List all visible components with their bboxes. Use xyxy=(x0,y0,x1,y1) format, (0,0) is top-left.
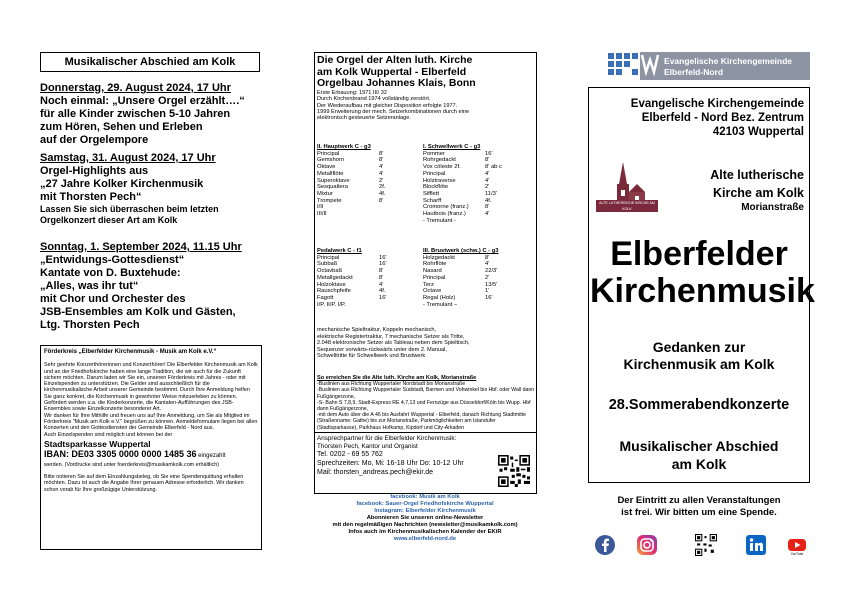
newsletter-line: Abonnieren Sie unseren online-Newsletter xyxy=(366,515,484,521)
register-row xyxy=(317,151,385,158)
event-1-line: auf der Orgelempore xyxy=(40,134,149,146)
register-row xyxy=(317,164,385,171)
register-row xyxy=(423,261,497,268)
stop-pitch: 2' xyxy=(485,184,490,191)
register-table xyxy=(317,151,385,218)
svg-text:YouTube: YouTube xyxy=(790,552,804,556)
organ-title-line: Die Orgel der Alten luth. Kirche xyxy=(317,54,473,66)
register-row xyxy=(317,295,387,302)
stop-pitch: 4f. xyxy=(379,288,386,295)
farewell-title xyxy=(590,437,808,473)
stop-name: Sesqualtera xyxy=(317,184,348,191)
event-2-line: mit Thorsten Pech“ xyxy=(40,191,142,203)
event-3-line: „Entwidungs-Gottesdienst“ xyxy=(40,254,185,266)
event-3-line: JSB-Ensembles am Kolk und Gästen, xyxy=(40,306,236,318)
contact-line: Ansprechpartner für die Elberfelder Kirchenmusik: xyxy=(317,435,457,442)
register-title: Pedalwerk C - f1 xyxy=(317,248,362,254)
foerderkreis-paragraph: Gefördert werden u.a. die Kinderkonzerte, die Kantaten-Aufführungen des JSB-Ensembles sowie Einzelkonzerte besonderer Art. xyxy=(44,400,234,413)
stop-pitch: 13/5' xyxy=(485,281,498,288)
register-row xyxy=(423,184,502,191)
event-1 xyxy=(40,82,265,147)
stop-name: Scharff xyxy=(423,197,442,204)
church-caption: ALTE LUTHERISCHE KIRCHE AM KOLK xyxy=(599,201,655,211)
stop-pitch: 8' xyxy=(379,150,384,157)
stop-name: Principal xyxy=(317,254,340,261)
intro-line: elektronisch gesteuerte Setzeranlage. xyxy=(317,115,411,122)
register-row xyxy=(423,151,502,158)
stop-pitch: 4f. xyxy=(379,190,386,197)
stop-pitch xyxy=(485,218,502,225)
subtitle-gedanken xyxy=(590,339,808,373)
directions-line: -mit dem Auto über die A 46 bis Ausfahrt Wuppertal - Elberfeld, danach Richtung Stadtmitte (Straßenname: Gathe) bis zur Morianstraße, Parkmöglichkeiten am Islandufer (Stadtsparkasse), Parkhaus Hofkamp, Kipdorf und City-Arkaden xyxy=(317,412,526,431)
spieltraktur-line: elektrische Registertraktur, 7 mechanische Setzer als Tritte, xyxy=(317,333,465,340)
stop-name: Mixtur xyxy=(317,190,333,197)
left-title: Musikalischer Abschied am Kolk xyxy=(40,52,260,72)
register-brustwerk xyxy=(423,248,498,308)
event-2-line: Orgel-Highlights aus xyxy=(40,165,149,177)
register-row xyxy=(423,211,502,218)
stop-name: Trompete xyxy=(317,197,342,204)
register-row xyxy=(317,211,385,218)
register-row xyxy=(423,191,502,198)
stop-pitch: 16' xyxy=(379,254,387,261)
event-2-line: „27 Jahre Kolker Kirchenmusik xyxy=(40,178,204,190)
entry-line: ist frei. Wir bitten um eine Spende. xyxy=(621,507,777,518)
register-title: I. Schwellwerk C - g3 xyxy=(423,144,481,150)
stop-pitch: 4' xyxy=(379,281,384,288)
register-row xyxy=(317,255,387,262)
contact-hours: Sprechzeiten: Mo, Mi: 16-18 Uhr Do: 10-12 Uhr xyxy=(317,460,464,468)
register-row xyxy=(317,171,385,178)
concert-series: 28.Sommerabendkonzerte xyxy=(608,397,790,413)
stop-pitch: 8' xyxy=(379,197,384,204)
stop-name: - Tremulant - xyxy=(423,217,456,224)
stop-name: I/P. II/P. I/P. xyxy=(317,301,346,308)
contact-line: Thorsten Pech, Kantor und Organist xyxy=(317,442,418,450)
iban-suffix: eingezahlt xyxy=(196,452,226,459)
instagram-link[interactable]: Instagram: Elberfelder Kirchenmusik xyxy=(374,508,476,514)
stop-pitch xyxy=(379,302,387,309)
organ-title xyxy=(317,55,537,90)
register-row xyxy=(423,275,497,282)
register-row xyxy=(423,157,502,164)
iban-number: DE03 3305 0000 0000 1485 36 xyxy=(71,448,197,459)
stop-name: Rohrflöte xyxy=(423,261,447,268)
stop-name: Principal xyxy=(423,170,446,177)
qr-code-icon xyxy=(695,534,717,556)
stop-name: Sifflett xyxy=(423,190,440,197)
event-1-line: Noch einmal: „Unsere Orgel erzählt….“ xyxy=(40,95,245,107)
farewell-line: am Kolk xyxy=(671,456,727,472)
register-row xyxy=(423,171,502,178)
register-title: III. Brustwerk (schw.) C - g3 xyxy=(423,248,499,254)
social-info xyxy=(300,494,550,543)
event-3-line: „Alles, was ihr tut“ xyxy=(40,280,139,292)
stop-name: Subbaß xyxy=(317,261,338,268)
directions-line: -S- Bahn S 7,8,9, Stadt-Express RE 4,7,13 und Fernzüge aus Düsseldorf/Köln bis Wupp. Hbf dann Fußgängerzone, xyxy=(317,399,531,413)
stop-name: Holzgedackt xyxy=(423,254,455,261)
iban-label: IBAN: xyxy=(44,448,69,459)
stop-name: Principal xyxy=(423,274,446,281)
instagram-icon[interactable] xyxy=(636,534,658,556)
register-row xyxy=(317,191,385,198)
register-row xyxy=(423,218,502,225)
stop-name: Rauschpfeife xyxy=(317,288,351,295)
stop-pitch: 16' xyxy=(379,261,387,268)
stop-name: Terz xyxy=(423,281,434,288)
website-link[interactable]: www.elberfeld-nord.de xyxy=(393,536,457,542)
event-2-note: Lassen Sie sich überraschen beim letzten xyxy=(40,204,219,214)
entry-line: Der Eintritt zu allen Veranstaltungen xyxy=(617,495,781,506)
register-row xyxy=(317,157,385,164)
stop-pitch: 22/3' xyxy=(485,268,498,275)
stop-name: Oktave xyxy=(317,164,336,171)
stop-pitch xyxy=(379,211,385,218)
stop-pitch: 8' xyxy=(379,157,384,164)
register-table xyxy=(317,255,387,309)
stop-name: Hautbois (franz.) xyxy=(423,211,466,218)
contact-phone: Tel. 0202 - 69 55 762 xyxy=(317,451,383,459)
stop-pitch: 4' xyxy=(485,211,490,218)
stop-pitch xyxy=(379,204,385,211)
stop-pitch: 4' xyxy=(485,261,490,268)
intro-line: Erste Erbauung: 1971 III/ 32 xyxy=(317,90,387,96)
main-title-line: Kirchenmusik xyxy=(590,272,815,310)
register-row xyxy=(317,178,385,185)
stop-name: Superoktave xyxy=(317,177,350,184)
logo-line: Elberfeld-Nord xyxy=(664,67,724,77)
stop-name: Octavbaß xyxy=(317,268,343,275)
register-table xyxy=(423,255,497,309)
stop-name: Rohrgedackt xyxy=(423,157,456,164)
event-2-date: Samstag, 31. August 2024, 17 Uhr xyxy=(40,152,216,164)
stop-name: Metallgedackt xyxy=(317,274,353,281)
register-row xyxy=(423,282,497,289)
church-name-line: Kirche am Kolk xyxy=(712,186,804,200)
event-3-line: Ltg. Thorsten Pech xyxy=(40,319,140,331)
logo-text xyxy=(664,56,812,78)
qr-code-icon xyxy=(498,455,530,487)
stop-pitch: 8' ab c xyxy=(485,164,502,171)
address-line: Evangelische Kirchengemeinde xyxy=(630,98,804,110)
stop-name: Octave xyxy=(423,288,442,295)
register-row xyxy=(423,295,497,302)
foerderkreis-heading: Förderkreis „Elberfelder Kirchenmusik - Musik am Kolk e.V.“ xyxy=(44,349,217,355)
spieltraktur-info xyxy=(317,327,535,360)
event-1-date: Donnerstag, 29. August 2024, 17 Uhr xyxy=(40,82,231,94)
iban-note: werden. (Vordrucke sind unter foerderkreis@musikamkolk.com erhältlich) xyxy=(44,461,220,468)
stop-name: Fagott xyxy=(317,294,334,301)
register-row xyxy=(317,288,387,295)
main-title-line: Elberfelder xyxy=(610,235,788,273)
stop-pitch: 16' xyxy=(379,294,387,301)
stop-pitch: 1' xyxy=(485,288,490,295)
foerderkreis-paragraph: Auch Einzelspenden sind möglich und können bei der xyxy=(44,431,173,438)
iban-line xyxy=(44,449,258,462)
register-title: II. Hauptwerk C - g3 xyxy=(317,144,371,150)
directions xyxy=(317,375,535,431)
address-line: Elberfeld - Nord Bez. Zentrum xyxy=(641,112,804,124)
stop-name: Blockflöte xyxy=(423,184,449,191)
bank-name: Stadtsparkasse Wuppertal xyxy=(44,438,151,449)
stop-name: Gemshorn xyxy=(317,157,345,164)
organ-title-line: Orgelbau Johannes Klais, Bonn xyxy=(317,77,476,89)
register-row xyxy=(423,198,502,205)
register-row xyxy=(317,268,387,275)
contact-mail[interactable]: Mail: thorsten_andreas.pech@ekir.de xyxy=(317,469,434,477)
foerderkreis-box xyxy=(40,345,262,550)
register-row xyxy=(317,261,387,268)
intro-line: Durch Kirchenbrand 1974 vollständig zerstört. xyxy=(317,96,431,103)
facebook-icon[interactable] xyxy=(594,534,616,556)
stop-pitch: 4' xyxy=(379,164,384,171)
stop-pitch: 2' xyxy=(379,177,384,184)
event-2-note: Orgelkonzert dieser Art am Kolk xyxy=(40,215,178,225)
register-row xyxy=(423,288,497,295)
foerderkreis-paragraph: Wir danken für Ihre Mithilfe und freuen uns auf Ihre Anmeldung, um Sie als Mitglied im Förderkreis "Musik am Kolk e.V." begrüßen zu können. Anmeldeformulare liegen bei allen Konzerten und den Gottesdiensten der Gemeinde Elberfeld - Nord aus. xyxy=(44,412,258,432)
spieltraktur-line: Sequenzer vorwärts-rückwärts unter dem 2. Manual, xyxy=(317,346,447,353)
stop-pitch: 2' xyxy=(485,274,490,281)
register-row xyxy=(423,204,502,211)
organ-intro xyxy=(317,90,537,121)
stop-name: Nasard xyxy=(423,268,442,275)
church-name-line: Alte lutherische xyxy=(710,168,804,182)
stop-name: Pommer xyxy=(423,150,445,157)
stop-name: Holztraverse xyxy=(423,177,456,184)
congregation-address xyxy=(592,97,804,139)
event-3-line: Kantate von D. Buxtehude: xyxy=(40,267,181,279)
event-3 xyxy=(40,241,265,332)
stop-pitch: 4' xyxy=(485,170,490,177)
stop-pitch: 16' xyxy=(485,150,493,157)
subtitle-line: Gedanken zur xyxy=(652,339,746,355)
donation-note: Bitte notieren Sie auf dem Einzahlungsbeleg, ob Sie eine Spendenquittung erhalten möchten. Dazu ist auch die Angabe Ihrer genauen Adresse erforderlich. Wir danken schon vorab für Ihre großzügige Unterstützung. xyxy=(44,474,244,493)
church-name xyxy=(660,166,804,202)
church-caption-box xyxy=(596,200,658,212)
directions-line: -Buslinien aus Richtung Wuppertaler Südstadt, Barmen und Vohwinkel bis Hbf. oder Wall dann Fußgängerzone, xyxy=(317,387,535,400)
stop-name: Cromorne (franz.) xyxy=(423,204,469,211)
event-2 xyxy=(40,152,265,226)
register-row xyxy=(423,255,497,262)
stop-name: Principal xyxy=(317,150,340,157)
register-row xyxy=(317,302,387,309)
register-pedalwerk xyxy=(317,248,387,308)
stop-pitch: 4f. xyxy=(485,197,492,204)
facebook-link[interactable]: facebook: Musik am Kolk xyxy=(390,494,460,500)
stop-name: Vox cöleste 2f. xyxy=(423,164,461,171)
register-row xyxy=(423,178,502,185)
register-schwellwerk xyxy=(423,144,502,224)
stop-name: I/II xyxy=(317,204,324,211)
stop-name: Metallflöte xyxy=(317,170,344,177)
foerderkreis-paragraph: Sehr geehrte Konzerthörerinnen und Konzerthörer! Die Elberfelder Kirchenmusik am Kolk und an der Friedhofskirche haben eine lange Tradition, die wir auch für die Zukunft sichern möchten. Darum laden wir Sie ein, unseren Förderkreis mit Jahres - oder mit Einzelspenden zu unterstützen. Die Gelder sind ausschließlich für die kirchenmusikalische Arbeit unserer Gemeinde bestimmt. Durch Ihre Anmeldung helfen Sie ganz konkret, die Kirchenmusik in gewohnter Weise mitzuerleben zu können. xyxy=(44,362,258,400)
register-row xyxy=(423,268,497,275)
youtube-icon[interactable] xyxy=(786,534,808,556)
stop-pitch: 8' xyxy=(485,254,490,261)
linkedin-icon[interactable] xyxy=(745,534,767,556)
facebook-link[interactable]: facebook: Sauer-Orgel Friedhofskirche Wuppertal xyxy=(356,501,494,507)
stop-pitch xyxy=(485,302,497,309)
stop-pitch: 4' xyxy=(485,177,490,184)
organ-title-line: am Kolk Wuppertal - Elberfeld xyxy=(317,65,467,78)
register-row xyxy=(317,204,385,211)
church-street: Morianstraße xyxy=(741,202,804,213)
event-1-line: zum Hören, Sehen und Erleben xyxy=(40,121,203,133)
main-title xyxy=(590,235,815,310)
directions-heading: So erreichen Sie die Alte luth. Kirche am Kolk, Morianstraße xyxy=(317,375,477,381)
address-line: 42103 Wuppertal xyxy=(712,126,804,138)
stop-pitch: 16' xyxy=(485,294,493,301)
stop-pitch: 4' xyxy=(379,170,384,177)
stop-pitch: 8' xyxy=(485,204,490,211)
stop-name: - Tremulant – xyxy=(423,301,458,308)
event-1-line: für alle Kinder zwischen 5-10 Jahren xyxy=(40,108,231,120)
register-row xyxy=(317,282,387,289)
directions-line: -Buslinien aus Richtung Wuppertaler Nordstadt bis Morianstraße xyxy=(317,381,466,388)
register-row xyxy=(423,164,502,171)
stop-pitch: 8' xyxy=(379,274,384,281)
entry-note xyxy=(590,495,808,519)
register-row xyxy=(423,302,497,309)
spieltraktur-line: Schwelltritte für Schwellwerk und Brustwerk xyxy=(317,353,426,360)
subtitle-line: Kirchenmusik am Kolk xyxy=(623,356,775,372)
stop-name: Regal (Holz) xyxy=(423,294,456,301)
intro-line: 1999 Erweiterung der mech. Setzerkombinationen durch eine xyxy=(317,108,470,115)
register-hauptwerk xyxy=(317,144,385,218)
stop-pitch: 2f. xyxy=(379,184,386,191)
newsletter-line: mit den regelmäßigen Nachrichten (newsletter@musikamkolk.com) xyxy=(332,522,518,528)
event-3-line: mit Chor und Orchester des xyxy=(40,293,186,305)
register-row xyxy=(317,184,385,191)
spieltraktur-line: 2.048 elektronische Setzer als Tableau neben dem Spieltisch, xyxy=(317,340,470,347)
spieltraktur-line: mechanische Spieltraktur, Koppeln mechanisch, xyxy=(317,327,437,333)
stop-name: III/II xyxy=(317,211,327,218)
stop-pitch: 11/3' xyxy=(485,190,497,197)
event-3-date: Sonntag, 1. September 2024, 11.15 Uhr xyxy=(40,241,242,253)
logo-line: Evangelische Kirchengemeinde xyxy=(664,56,793,66)
stop-pitch: 8' xyxy=(485,157,490,164)
stop-name: Holzoktave xyxy=(317,281,346,288)
intro-line: Der Wiederaufbau mit gleicher Disposition erfolgte 1977. xyxy=(317,102,458,109)
register-row xyxy=(317,198,385,205)
register-table xyxy=(423,151,502,225)
farewell-line: Musikalischer Abschied xyxy=(619,438,779,454)
stop-pitch: 8' xyxy=(379,268,384,275)
newsletter-line: Infos auch im Kirchenmusikalischen Kalender der EKiR xyxy=(348,529,502,535)
register-row xyxy=(317,275,387,282)
